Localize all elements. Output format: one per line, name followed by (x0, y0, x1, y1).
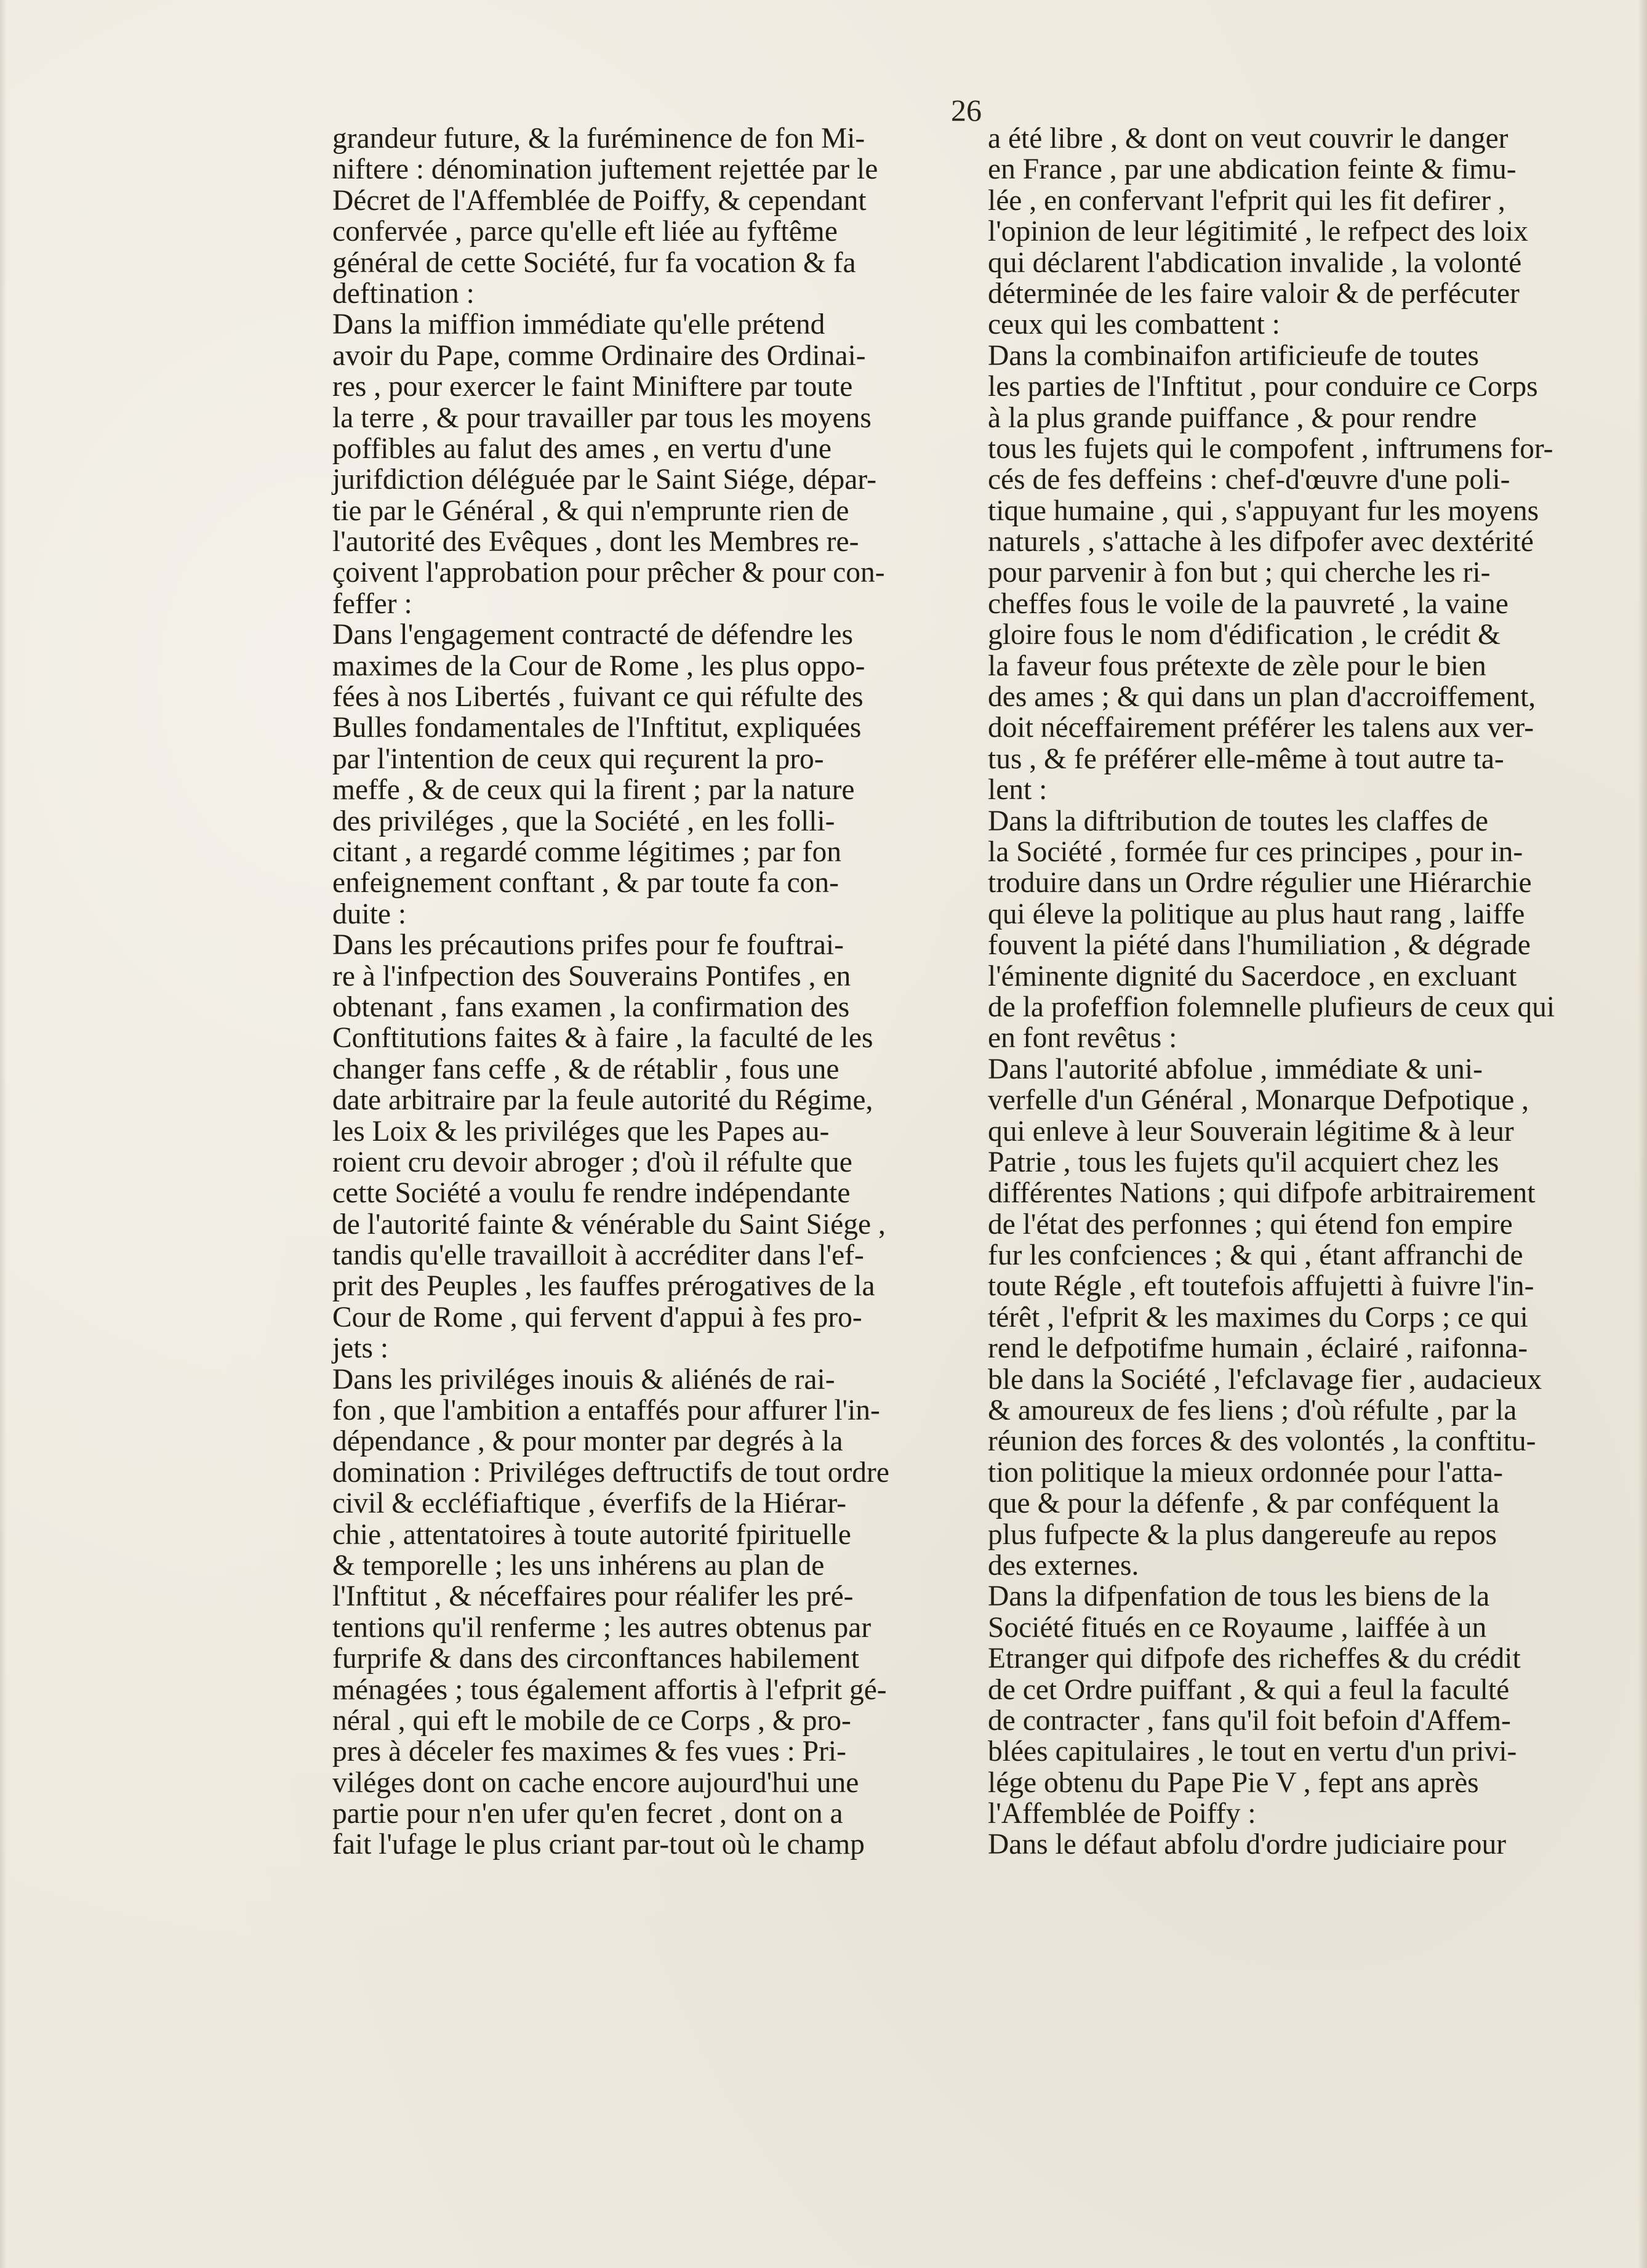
text-line: viléges dont on cache encore aujourd'hui une (332, 1766, 859, 1799)
text-line: qui déclarent l'abdication invalide , la volonté (988, 246, 1522, 279)
text-line: grandeur future, & la furéminence de fon Mi- (332, 123, 865, 155)
text-line: fait l'ufage le plus criant par-tout où le champ (332, 1828, 865, 1861)
text-line: lent : (988, 774, 1048, 806)
text-line: Patrie , tous les fujets qu'il acquiert chez les (988, 1146, 1499, 1178)
text-line: Dans l'engagement contracté de défendre les (332, 619, 854, 651)
text-line: enfeignement conftant , & par toute fa con- (332, 867, 839, 899)
text-line: Dans le défaut abfolu d'ordre judiciaire pour (988, 1828, 1507, 1861)
text-line: Cour de Rome , qui fervent d'appui à fes pro- (332, 1301, 862, 1333)
text-line: que & pour la défenfe , & par conféquent la (988, 1487, 1499, 1520)
text-line: res , pour exercer le faint Miniftere par toute (332, 371, 853, 403)
text-line: Dans la difpenfation de tous les biens de la (988, 1580, 1490, 1613)
text-line: cés de fes deffeins : chef-d'œuvre d'une poli- (988, 464, 1510, 496)
text-line: meffe , & de ceux qui la firent ; par la nature (332, 774, 855, 806)
text-line: civil & eccléfiaftique , éverfifs de la Hiérar- (332, 1487, 847, 1520)
text-line: les parties de l'Inftitut , pour conduire ce Corps (988, 371, 1538, 403)
text-line: en font revêtus : (988, 1022, 1177, 1055)
text-line: poffibles au falut des ames , en vertu d'une (332, 432, 832, 465)
text-line: Bulles fondamentales de l'Inftitut, expliquées (332, 712, 862, 744)
text-line: & temporelle ; les uns inhérens au plan de (332, 1549, 825, 1582)
text-line: doit néceffairement préférer les talens aux ver- (988, 712, 1534, 744)
text-line: ceux qui les combattent : (988, 308, 1280, 341)
text-line: pour parvenir à fon but ; qui cherche les ri- (988, 557, 1491, 589)
text-line: naturels , s'attache à les difpofer avec dextérité (988, 526, 1534, 558)
text-line: l'opinion de leur légitimité , le refpect des loix (988, 215, 1528, 248)
text-line: Dans la diftribution de toutes les claffes de (988, 805, 1488, 837)
text-line: gloire fous le nom d'édification , le crédit & (988, 619, 1501, 651)
text-line: térêt , l'efprit & les maximes du Corps ; ce qui (988, 1301, 1528, 1333)
text-line: tus , & fe préférer elle-même à tout autre ta- (988, 742, 1504, 775)
text-line: ménagées ; tous également affortis à l'efprit gé- (332, 1673, 887, 1706)
text-line: jets : (332, 1332, 389, 1365)
text-line: Dans la miffion immédiate qu'elle prétend (332, 308, 825, 341)
page-left-edge-shadow (0, 0, 6, 2268)
text-line: Dans les précautions prifes pour fe fouftrai- (332, 929, 844, 962)
text-line: Conftitutions faites & à faire , la faculté de les (332, 1022, 873, 1055)
text-line: lége obtenu du Pape Pie V , fept ans après (988, 1766, 1479, 1799)
text-line: obtenant , fans examen , la confirmation des (332, 991, 850, 1023)
text-line: date arbitraire par la feule autorité du Régime, (332, 1084, 873, 1117)
text-line: l'Inftitut , & néceffaires pour réalifer les pré- (332, 1580, 854, 1613)
text-line: changer fans ceffe , & de rétablir , fous une (332, 1053, 840, 1085)
text-line: maximes de la Cour de Rome , les plus oppo- (332, 649, 865, 682)
text-line: fouvent la piété dans l'humiliation , & dégrade (988, 929, 1531, 962)
text-line: Société fitués en ce Royaume , laiffée à un (988, 1611, 1487, 1644)
text-line: cette Société a voulu fe rendre indépendante (332, 1177, 851, 1210)
text-line: toute Régle , eft toutefois affujetti à fuivre l'in- (988, 1270, 1534, 1303)
text-line: ble dans la Société , l'efclavage fier , audacieux (988, 1363, 1542, 1396)
text-line: Décret de l'Affemblée de Poiffy, & cependant (332, 184, 867, 217)
text-line: Dans les priviléges inouis & aliénés de rai- (332, 1363, 835, 1396)
text-line: néral , qui eft le mobile de ce Corps , & pro- (332, 1704, 851, 1737)
text-line: troduire dans un Ordre régulier une Hiérarchie (988, 867, 1532, 899)
text-line: fur les confciences ; & qui , étant affranchi de (988, 1239, 1523, 1272)
text-line: roient cru devoir abroger ; d'où il réfulte que (332, 1146, 852, 1178)
text-line: fées à nos Libertés , fuivant ce qui réfulte des (332, 681, 864, 714)
page-number: 26 (951, 93, 982, 127)
text-line: fon , que l'ambition a entaffés pour affurer l'in- (332, 1394, 880, 1427)
text-line: a été libre , & dont on veut couvrir le danger (988, 123, 1509, 155)
text-line: l'Affemblée de Poiffy : (988, 1798, 1256, 1830)
text-line: prit des Peuples , les fauffes prérogatives de la (332, 1270, 875, 1303)
text-line: niftere : dénomination juftement rejettée par le (332, 153, 878, 186)
text-line: l'autorité des Evêques , dont les Membres re- (332, 526, 859, 558)
text-line: tentions qu'il renferme ; les autres obtenus par (332, 1611, 872, 1644)
text-line: avoir du Pape, comme Ordinaire des Ordinai- (332, 339, 866, 372)
text-line: chie , attentatoires à toute autorité fpirituelle (332, 1518, 851, 1551)
text-line: différentes Nations ; qui difpofe arbitrairement (988, 1177, 1536, 1210)
text-line: confervée , parce qu'elle eft liée au fyftême (332, 215, 838, 248)
text-line: général de cette Société, fur fa vocation & fa (332, 246, 856, 279)
text-line: des priviléges , que la Société , en les folli- (332, 805, 835, 837)
text-line: verfelle d'un Général , Monarque Defpotique , (988, 1084, 1529, 1117)
text-line: rend le defpotifme humain , éclairé , raifonna- (988, 1332, 1528, 1365)
text-line: déterminée de les faire valoir & de perfécuter (988, 277, 1520, 310)
text-line: deftination : (332, 277, 475, 310)
text-line: duite : (332, 898, 407, 930)
text-line: la Société , formée fur ces principes , pour in- (988, 835, 1523, 868)
text-line: de l'autorité fainte & vénérable du Saint Siége , (332, 1208, 886, 1241)
text-line: domination : Priviléges deftructifs de tout ordre (332, 1456, 889, 1489)
text-line: pres à déceler fes maximes & fes vues : Pri- (332, 1735, 846, 1768)
text-line: Etranger qui difpofe des richeffes & du crédit (988, 1643, 1521, 1675)
text-line: tie par le Général , & qui n'emprunte rien de (332, 494, 849, 527)
text-line: cheffes fous le voile de la pauvreté , la vaine (988, 587, 1509, 620)
text-line: blées capitulaires , le tout en vertu d'un privi- (988, 1735, 1517, 1768)
text-line: l'éminente dignité du Sacerdoce , en excluant (988, 960, 1517, 992)
text-line: & amoureux de fes liens ; d'où réfulte , par la (988, 1394, 1517, 1427)
right-text-column (988, 123, 1647, 1860)
text-line: dépendance , & pour monter par degrés à la (332, 1425, 843, 1458)
text-line: re à l'infpection des Souverains Pontifes , en (332, 960, 851, 992)
text-line: de cet Ordre puiffant , & qui a feul la faculté (988, 1673, 1510, 1706)
text-line: par l'intention de ceux qui reçurent la pro- (332, 742, 824, 775)
text-line: tion politique la mieux ordonnée pour l'atta- (988, 1456, 1503, 1489)
text-line: plus fufpecte & la plus dangereufe au repos (988, 1518, 1497, 1551)
text-line: lée , en confervant l'efprit qui les fit defirer , (988, 184, 1505, 217)
text-line: la terre , & pour travailler par tous les moyens (332, 401, 872, 434)
text-line: feffer : (332, 587, 412, 620)
text-line: furprife & dans des circonftances habilement (332, 1643, 859, 1675)
text-line: qui enleve à leur Souverain légitime & à leur (988, 1115, 1514, 1148)
text-line: des ames ; & qui dans un plan d'accroiffement, (988, 681, 1536, 714)
text-line: à la plus grande puiffance , & pour rendre (988, 401, 1477, 434)
text-line: des externes. (988, 1549, 1139, 1582)
text-line: çoivent l'approbation pour prêcher & pour con- (332, 557, 885, 589)
text-line: tandis qu'elle travailloit à accréditer dans l'ef- (332, 1239, 864, 1272)
text-line: tous les fujets qui le compofent , inftrumens for- (988, 432, 1553, 465)
text-line: en France , par une abdication feinte & fimu- (988, 153, 1517, 186)
text-line: réunion des forces & des volontés , la conftitu- (988, 1425, 1536, 1458)
text-line: de contracter , fans qu'il foit befoin d'Affem- (988, 1704, 1511, 1737)
text-line: jurifdiction déléguée par le Saint Siége, dépar- (332, 464, 877, 496)
text-line: Dans l'autorité abfolue , immédiate & uni- (988, 1053, 1483, 1085)
text-line: les Loix & les priviléges que les Papes au- (332, 1115, 830, 1148)
left-text-column (332, 123, 994, 1860)
text-line: de la profeffion folemnelle plufieurs de ceux qui (988, 991, 1555, 1023)
text-line: Dans la combinaifon artificieufe de toutes (988, 339, 1479, 372)
text-line: tique humaine , qui , s'appuyant fur les moyens (988, 494, 1539, 527)
text-line: la faveur fous prétexte de zèle pour le bien (988, 649, 1486, 682)
text-line: qui éleve la politique au plus haut rang , laiffe (988, 898, 1525, 930)
text-line: de l'état des perfonnes ; qui étend fon empire (988, 1208, 1513, 1241)
text-line: citant , a regardé comme légitimes ; par fon (332, 835, 841, 868)
text-line: partie pour n'en ufer qu'en fecret , dont on a (332, 1798, 843, 1830)
